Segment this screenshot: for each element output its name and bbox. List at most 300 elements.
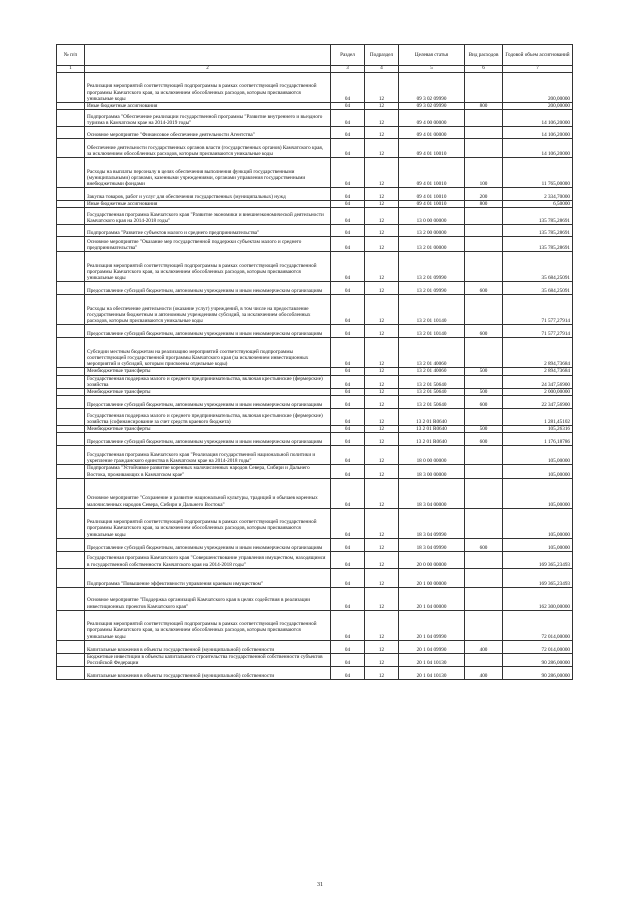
- amount-cell: 169 365,23493: [503, 551, 573, 568]
- exptype-cell: [465, 375, 503, 388]
- table-row: [57, 127, 573, 139]
- target-cell: 09 4 01 10010: [399, 188, 465, 201]
- amount-cell: 6,50000: [503, 201, 573, 208]
- row-num-cell: [57, 338, 85, 368]
- subsection-cell: 12: [365, 110, 399, 127]
- table-row: [57, 368, 573, 375]
- item-name-cell: Бюджетные инвестиции в объекты капитального строительства государственной собственности субъектов Российской Федерации: [85, 653, 331, 666]
- subsection-cell: 12: [365, 127, 399, 139]
- table-row: [57, 201, 573, 208]
- section-cell: 04: [331, 396, 365, 409]
- index-cell: 5: [399, 66, 465, 73]
- amount-cell: 14 106,20000: [503, 110, 573, 127]
- row-num-cell: [57, 478, 85, 508]
- subsection-cell: 12: [365, 587, 399, 610]
- section-cell: 04: [331, 338, 365, 368]
- item-name-cell: Иные бюджетные ассигнования: [85, 103, 331, 110]
- subsection-cell: 12: [365, 465, 399, 478]
- table-row: [57, 653, 573, 666]
- index-cell: 1: [57, 66, 85, 73]
- item-name-cell: Реализация мероприятий соответствующей подпрограммы в рамках соответствующей государственной программы Камчатского края, за исключением обособленных расходов, которым присваиваются уникальные коды: [85, 508, 331, 538]
- item-name-cell: Основное мероприятие "Оказание мер государственной поддержки субъектам малого и среднего предпринимательства": [85, 237, 331, 252]
- target-cell: 18 3 00 00000: [399, 465, 465, 478]
- exptype-cell: 400: [465, 640, 503, 653]
- item-name-cell: Капитальные вложения в объекты государственной (муниципальной) собственности: [85, 640, 331, 653]
- target-cell: 18 3 04 00000: [399, 478, 465, 508]
- subsection-cell: 12: [365, 368, 399, 375]
- budget-table: [56, 44, 573, 680]
- item-name-cell: Основное мероприятие "Поддержка организаций Камчатского края в целях содействия в реализации инвестиционных проектов Камчатского края": [85, 587, 331, 610]
- amount-cell: 200,00000: [503, 103, 573, 110]
- subsection-cell: 12: [365, 225, 399, 237]
- section-cell: 04: [331, 640, 365, 653]
- section-cell: 04: [331, 446, 365, 465]
- amount-cell: 105,00000: [503, 446, 573, 465]
- target-cell: 13 2 01 50640: [399, 396, 465, 409]
- target-cell: 13 2 01 40060: [399, 368, 465, 375]
- section-cell: 04: [331, 252, 365, 282]
- row-num-cell: [57, 73, 85, 103]
- target-cell: 09 4 00 00000: [399, 110, 465, 127]
- exptype-cell: 800: [465, 103, 503, 110]
- target-cell: 13 2 01 10140: [399, 295, 465, 325]
- budget-table-sheet: [56, 44, 572, 680]
- exptype-cell: [465, 208, 503, 225]
- section-cell: 04: [331, 426, 365, 433]
- subsection-cell: 12: [365, 409, 399, 426]
- table-row: [57, 282, 573, 295]
- item-name-cell: Подпрограмма "Обеспечение реализации государственной программы "Развитие внутреннего и въездного туризма в Камчатском крае на 2014-2019 годы": [85, 110, 331, 127]
- table-row: [57, 667, 573, 680]
- item-name-cell: Государственная программа Камчатского края "Совершенствование управления имуществом, находящимся в государственной собственности Камчатского края на 2014-2018 годы": [85, 551, 331, 568]
- amount-cell: 200,00000: [503, 73, 573, 103]
- amount-cell: 2 894,73684: [503, 368, 573, 375]
- table-row: [57, 295, 573, 325]
- item-name-cell: Предоставление субсидий бюджетным, автономным учреждениям и иным некоммерческим организациям: [85, 325, 331, 338]
- table-row: [57, 409, 573, 426]
- row-num-cell: [57, 538, 85, 551]
- section-cell: 04: [331, 465, 365, 478]
- amount-cell: 135 785,28691: [503, 237, 573, 252]
- row-num-cell: [57, 127, 85, 139]
- subsection-cell: 12: [365, 389, 399, 396]
- target-cell: 20 1 04 10130: [399, 667, 465, 680]
- amount-cell: 71 577,27914: [503, 295, 573, 325]
- item-name-cell: Реализация мероприятий соответствующей подпрограммы в рамках соответствующей государственной программы Камчатского края, за исключением обособленных расходов, которым присваиваются уникальные коды: [85, 610, 331, 640]
- table-row: [57, 568, 573, 587]
- subsection-cell: 12: [365, 433, 399, 446]
- exptype-cell: [465, 610, 503, 640]
- row-num-cell: [57, 368, 85, 375]
- row-num-cell: [57, 446, 85, 465]
- subsection-cell: 12: [365, 295, 399, 325]
- item-name-cell: Реализация мероприятий соответствующей подпрограммы в рамках соответствующей государственной программы Камчатского края, за исключением обособленных расходов, которым присваиваются уникальные коды: [85, 252, 331, 282]
- row-num-cell: [57, 375, 85, 388]
- target-cell: 13 2 01 R0640: [399, 433, 465, 446]
- table-row: [57, 551, 573, 568]
- row-num-cell: [57, 208, 85, 225]
- item-name-cell: Межбюджетные трансферты: [85, 426, 331, 433]
- target-cell: 13 2 01 09990: [399, 282, 465, 295]
- table-row: [57, 103, 573, 110]
- header-target: Целевая статья: [399, 45, 465, 66]
- subsection-cell: 12: [365, 426, 399, 433]
- item-name-cell: Межбюджетные трансферты: [85, 389, 331, 396]
- exptype-cell: [465, 139, 503, 158]
- subsection-cell: 12: [365, 568, 399, 587]
- subsection-cell: 12: [365, 667, 399, 680]
- index-cell: 7: [503, 66, 573, 73]
- section-cell: 04: [331, 368, 365, 375]
- subsection-cell: 12: [365, 338, 399, 368]
- row-num-cell: [57, 389, 85, 396]
- target-cell: 20 1 04 10130: [399, 653, 465, 666]
- exptype-cell: 600: [465, 282, 503, 295]
- target-cell: 13 2 01 10140: [399, 325, 465, 338]
- exptype-cell: [465, 295, 503, 325]
- exptype-cell: [465, 478, 503, 508]
- item-name-cell: Государственная программа Камчатского края "Развитие экономики и внешнеэкономической деятельности Камчатского края на 2014-2018 годы": [85, 208, 331, 225]
- section-cell: 04: [331, 375, 365, 388]
- target-cell: 13 2 01 09990: [399, 252, 465, 282]
- header-num: № п/п: [57, 45, 85, 66]
- target-cell: 20 0 00 00000: [399, 551, 465, 568]
- index-row: [57, 66, 573, 73]
- subsection-cell: 12: [365, 396, 399, 409]
- table-row: [57, 508, 573, 538]
- target-cell: 09 4 01 10010: [399, 158, 465, 188]
- item-name-cell: Основное мероприятие "Финансовое обеспечение деятельности Агентства": [85, 127, 331, 139]
- section-cell: 04: [331, 127, 365, 139]
- amount-cell: 71 577,27914: [503, 325, 573, 338]
- row-num-cell: [57, 110, 85, 127]
- table-row: [57, 465, 573, 478]
- section-cell: 04: [331, 103, 365, 110]
- amount-cell: 14 106,20000: [503, 127, 573, 139]
- row-num-cell: [57, 433, 85, 446]
- item-name-cell: Предоставление субсидий бюджетным, автономным учреждениям и иным некоммерческим организациям: [85, 396, 331, 409]
- target-cell: 09 3 02 09990: [399, 73, 465, 103]
- amount-cell: 2 334,70000: [503, 188, 573, 201]
- exptype-cell: 500: [465, 389, 503, 396]
- target-cell: 09 4 01 10010: [399, 201, 465, 208]
- exptype-cell: 100: [465, 158, 503, 188]
- item-name-cell: Государственная программа Камчатского края "Реализация государственной национальной политики и укрепление гражданского единства в Камчатском крае на 2014-2018 годы": [85, 446, 331, 465]
- section-cell: 04: [331, 139, 365, 158]
- exptype-cell: 800: [465, 201, 503, 208]
- exptype-cell: 600: [465, 396, 503, 409]
- section-cell: 04: [331, 325, 365, 338]
- target-cell: 20 1 04 00000: [399, 587, 465, 610]
- table-row: [57, 426, 573, 433]
- table-row: [57, 237, 573, 252]
- row-num-cell: [57, 508, 85, 538]
- table-row: [57, 375, 573, 388]
- header-section: Раздел: [331, 45, 365, 66]
- amount-cell: 72 014,00000: [503, 610, 573, 640]
- row-num-cell: [57, 139, 85, 158]
- exptype-cell: [465, 252, 503, 282]
- table-row: [57, 446, 573, 465]
- index-cell: 2: [85, 66, 331, 73]
- section-cell: 04: [331, 538, 365, 551]
- section-cell: 04: [331, 568, 365, 587]
- subsection-cell: 12: [365, 538, 399, 551]
- item-name-cell: Основное мероприятие "Сохранение и развитие национальной культуры, традиций и обычаев коренных малочисленных народов Севера, Сибири и Дальнего Востока": [85, 478, 331, 508]
- row-num-cell: [57, 237, 85, 252]
- row-num-cell: [57, 325, 85, 338]
- row-num-cell: [57, 426, 85, 433]
- subsection-cell: 12: [365, 282, 399, 295]
- target-cell: 18 3 04 09990: [399, 538, 465, 551]
- amount-cell: 72 014,00000: [503, 640, 573, 653]
- item-name-cell: Предоставление субсидий бюджетным, автономным учреждениям и иным некоммерческим организациям: [85, 282, 331, 295]
- amount-cell: 1 281,45102: [503, 409, 573, 426]
- item-name-cell: Закупка товаров, работ и услуг для обеспечения государственных (муниципальных) нужд: [85, 188, 331, 201]
- table-row: [57, 208, 573, 225]
- row-num-cell: [57, 587, 85, 610]
- target-cell: 13 0 00 00000: [399, 208, 465, 225]
- table-row: [57, 389, 573, 396]
- row-num-cell: [57, 188, 85, 201]
- exptype-cell: [465, 465, 503, 478]
- target-cell: 18 0 00 00000: [399, 446, 465, 465]
- amount-cell: 24 347,56900: [503, 375, 573, 388]
- row-num-cell: [57, 640, 85, 653]
- item-name-cell: Подпрограмма "Развитие субъектов малого и среднего предпринимательства": [85, 225, 331, 237]
- target-cell: 13 2 01 00000: [399, 237, 465, 252]
- amount-cell: 135 785,28691: [503, 208, 573, 225]
- section-cell: 04: [331, 551, 365, 568]
- section-cell: 04: [331, 667, 365, 680]
- section-cell: 04: [331, 389, 365, 396]
- subsection-cell: 12: [365, 446, 399, 465]
- amount-cell: 22 347,56900: [503, 396, 573, 409]
- item-name-cell: Межбюджетные трансферты: [85, 368, 331, 375]
- amount-cell: 14 106,20000: [503, 139, 573, 158]
- exptype-cell: [465, 446, 503, 465]
- amount-cell: 105,26316: [503, 426, 573, 433]
- item-name-cell: Капитальные вложения в объекты государственной (муниципальной) собственности: [85, 667, 331, 680]
- item-name-cell: Подпрограмма "Устойчивое развитие коренных малочисленных народов Севера, Сибири и Дальнего Востока, проживающих в Камчатском крае": [85, 465, 331, 478]
- item-name-cell: Расходы на обеспечение деятельности (оказание услуг) учреждений, в том числе на предоставление государственным бюджетным и автономным учреждениям субсидий, за исключением обособленных расходов, которым присваиваются уникальные коды: [85, 295, 331, 325]
- subsection-cell: 12: [365, 103, 399, 110]
- amount-cell: 1 176,18786: [503, 433, 573, 446]
- table-row: [57, 139, 573, 158]
- target-cell: 13 2 01 40060: [399, 338, 465, 368]
- subsection-cell: 12: [365, 610, 399, 640]
- row-num-cell: [57, 225, 85, 237]
- target-cell: 13 2 01 R0640: [399, 409, 465, 426]
- item-name-cell: Государственная поддержка малого и среднего предпринимательства, включая крестьянские (фермерские) хозяйства (софинансирование за счет средств краевого бюджета): [85, 409, 331, 426]
- section-cell: 04: [331, 225, 365, 237]
- exptype-cell: [465, 338, 503, 368]
- table-row: [57, 610, 573, 640]
- amount-cell: 2 000,00000: [503, 389, 573, 396]
- target-cell: 13 2 01 R0640: [399, 426, 465, 433]
- row-num-cell: [57, 667, 85, 680]
- section-cell: 04: [331, 433, 365, 446]
- section-cell: 04: [331, 295, 365, 325]
- amount-cell: 105,00000: [503, 478, 573, 508]
- amount-cell: 105,00000: [503, 508, 573, 538]
- exptype-cell: [465, 409, 503, 426]
- table-body: [57, 73, 573, 680]
- amount-cell: 105,00000: [503, 465, 573, 478]
- index-cell: 6: [465, 66, 503, 73]
- subsection-cell: 12: [365, 653, 399, 666]
- row-num-cell: [57, 158, 85, 188]
- table-row: [57, 225, 573, 237]
- section-cell: 04: [331, 409, 365, 426]
- exptype-cell: [465, 127, 503, 139]
- subsection-cell: 12: [365, 325, 399, 338]
- header-exptype: Вид расходов: [465, 45, 503, 66]
- header-amount: Годовой объем ассигнований: [503, 45, 573, 66]
- target-cell: 20 1 04 09990: [399, 610, 465, 640]
- exptype-cell: [465, 568, 503, 587]
- row-num-cell: [57, 653, 85, 666]
- subsection-cell: 12: [365, 237, 399, 252]
- table-row: [57, 478, 573, 508]
- row-num-cell: [57, 201, 85, 208]
- subsection-cell: 12: [365, 375, 399, 388]
- section-cell: 04: [331, 188, 365, 201]
- section-cell: 04: [331, 653, 365, 666]
- amount-cell: 105,00000: [503, 538, 573, 551]
- exptype-cell: 500: [465, 426, 503, 433]
- target-cell: 13 2 01 50640: [399, 375, 465, 388]
- target-cell: 09 3 02 09990: [399, 103, 465, 110]
- item-name-cell: Предоставление субсидий бюджетным, автономным учреждениям и иным некоммерческим организациям: [85, 538, 331, 551]
- exptype-cell: 600: [465, 325, 503, 338]
- section-cell: 04: [331, 478, 365, 508]
- amount-cell: 90 286,00000: [503, 667, 573, 680]
- header-subsection: Подраздел: [365, 45, 399, 66]
- exptype-cell: [465, 73, 503, 103]
- item-name-cell: Предоставление субсидий бюджетным, автономным учреждениям и иным некоммерческим организациям: [85, 433, 331, 446]
- section-cell: 04: [331, 208, 365, 225]
- row-num-cell: [57, 465, 85, 478]
- section-cell: 04: [331, 201, 365, 208]
- section-cell: 04: [331, 73, 365, 103]
- section-cell: 04: [331, 508, 365, 538]
- target-cell: 18 3 04 09990: [399, 508, 465, 538]
- table-row: [57, 325, 573, 338]
- subsection-cell: 12: [365, 478, 399, 508]
- table-row: [57, 188, 573, 201]
- target-cell: 13 2 00 00000: [399, 225, 465, 237]
- table-row: [57, 73, 573, 103]
- amount-cell: 90 286,00000: [503, 653, 573, 666]
- section-cell: 04: [331, 158, 365, 188]
- table-row: [57, 587, 573, 610]
- row-num-cell: [57, 252, 85, 282]
- row-num-cell: [57, 103, 85, 110]
- index-cell: 3: [331, 66, 365, 73]
- exptype-cell: 600: [465, 538, 503, 551]
- item-name-cell: Иные бюджетные ассигнования: [85, 201, 331, 208]
- exptype-cell: 600: [465, 433, 503, 446]
- table-row: [57, 433, 573, 446]
- exptype-cell: 500: [465, 368, 503, 375]
- section-cell: 04: [331, 282, 365, 295]
- target-cell: 13 2 01 50640: [399, 389, 465, 396]
- row-num-cell: [57, 295, 85, 325]
- table-row: [57, 110, 573, 127]
- table-row: [57, 640, 573, 653]
- table-row: [57, 538, 573, 551]
- subsection-cell: 12: [365, 551, 399, 568]
- exptype-cell: [465, 508, 503, 538]
- subsection-cell: 12: [365, 139, 399, 158]
- subsection-cell: 12: [365, 640, 399, 653]
- table-row: [57, 158, 573, 188]
- row-num-cell: [57, 396, 85, 409]
- item-name-cell: Реализация мероприятий соответствующей подпрограммы в рамках соответствующей государственной программы Камчатского края, за исключением обособленных расходов, которым присваиваются уникальные коды: [85, 73, 331, 103]
- table-row: [57, 338, 573, 368]
- row-num-cell: [57, 551, 85, 568]
- amount-cell: 162 300,00000: [503, 587, 573, 610]
- target-cell: 20 1 00 00000: [399, 568, 465, 587]
- exptype-cell: 200: [465, 188, 503, 201]
- section-cell: 04: [331, 610, 365, 640]
- row-num-cell: [57, 409, 85, 426]
- exptype-cell: [465, 551, 503, 568]
- subsection-cell: 12: [365, 188, 399, 201]
- index-cell: 4: [365, 66, 399, 73]
- section-cell: 04: [331, 237, 365, 252]
- amount-cell: 35 684,25091: [503, 282, 573, 295]
- exptype-cell: [465, 237, 503, 252]
- row-num-cell: [57, 282, 85, 295]
- item-name-cell: Государственная поддержка малого и среднего предпринимательства, включая крестьянские (фермерские) хозяйства: [85, 375, 331, 388]
- amount-cell: 2 894,73684: [503, 338, 573, 368]
- subsection-cell: 12: [365, 201, 399, 208]
- table-row: [57, 396, 573, 409]
- row-num-cell: [57, 610, 85, 640]
- page-number: 31: [317, 882, 323, 888]
- exptype-cell: [465, 110, 503, 127]
- section-cell: 04: [331, 110, 365, 127]
- table-header-row: [57, 45, 573, 66]
- header-name: [85, 45, 331, 66]
- subsection-cell: 12: [365, 252, 399, 282]
- item-name-cell: Обеспечение деятельности государственных органов власти (государственных органов) Камчатского края, за исключением обособленных расходов, которым присваиваются уникальные коды: [85, 139, 331, 158]
- exptype-cell: 400: [465, 667, 503, 680]
- amount-cell: 35 684,25091: [503, 252, 573, 282]
- item-name-cell: Расходы на выплаты персоналу в целях обеспечения выполнения функций государственными (муниципальными) органами, казенными учреждениями, органами управления государственными внебюджетными фондами: [85, 158, 331, 188]
- target-cell: 09 4 01 10010: [399, 139, 465, 158]
- subsection-cell: 12: [365, 208, 399, 225]
- exptype-cell: [465, 587, 503, 610]
- amount-cell: 135 785,28691: [503, 225, 573, 237]
- item-name-cell: Субсидии местным бюджетам на реализацию мероприятий соответствующей подпрограммы соответствующей государственной программы Камчатского края (за исключением инвестиционных мероприятий и субсидий, которым присвоены отдельные коды): [85, 338, 331, 368]
- exptype-cell: [465, 225, 503, 237]
- subsection-cell: 12: [365, 158, 399, 188]
- subsection-cell: 12: [365, 73, 399, 103]
- amount-cell: 11 765,00000: [503, 158, 573, 188]
- row-num-cell: [57, 568, 85, 587]
- target-cell: 09 4 01 00000: [399, 127, 465, 139]
- item-name-cell: Подпрограмма "Повышение эффективности управления краевым имуществом": [85, 568, 331, 587]
- section-cell: 04: [331, 587, 365, 610]
- subsection-cell: 12: [365, 508, 399, 538]
- amount-cell: 169 365,23493: [503, 568, 573, 587]
- table-row: [57, 252, 573, 282]
- exptype-cell: [465, 653, 503, 666]
- target-cell: 20 1 04 09990: [399, 640, 465, 653]
